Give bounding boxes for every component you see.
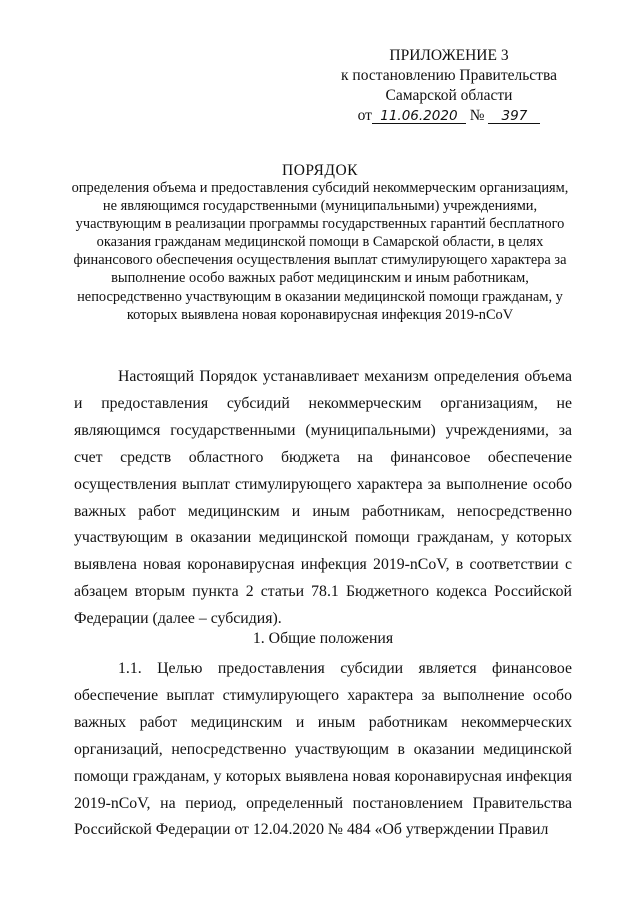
appendix-line-1: к постановлению Правительства [341, 67, 557, 84]
appendix-date-line [334, 106, 564, 126]
appendix-from-label: от [357, 107, 372, 124]
appendix-block [334, 46, 564, 126]
section-1-paragraph-1: 1.1. Целью предоставления субсидии является финансовое обеспечение выплат стимулирующего характера за выполнение особо важных работ медицинским и иным работникам некоммерческих организаций, непосредственно участвующим в оказании медицинской помощи гражданам, у которых выявлена новая коронавирусная инфекция 2019-nCoV, на период, определенный постановлением Правительства Российской Федерации от 12.04.2020 № 484 «Об утверждении Правил [74, 660, 572, 839]
section-1-heading: 1. Общие положения [252, 630, 394, 647]
document-title: ПОРЯДОК [282, 162, 358, 179]
appendix-line-2: Самарской области [385, 87, 513, 104]
handwritten-date: 11.06.2020 [372, 109, 466, 124]
document-subtitle: определения объема и предоставления субсидий некоммерческим организациям, не являющимся государственными (муниципальными) учреждениями, участвующим в реализации программы государственных гарантий бесплатного оказания гражданам медицинской помощи в Самарской области, в целях финансового обеспечения осуществления выплат стимулирующего характера за выполнение особо важных работ медицинским и иным работникам, непосредственно участвующим в оказании медицинской помощи гражданам, у которых выявлена новая коронавирусная инфекция 2019-nCoV [71, 180, 569, 323]
appendix-number-sign: № [469, 107, 485, 124]
handwritten-number: 397 [488, 109, 540, 124]
intro-paragraph: Настоящий Порядок устанавливает механизм определения объема и предоставления субсидий некоммерческим организациям, не являющимся государственными (муниципальными) учреждениями, за счет средств областного бюджета на финансовое обеспечение осуществления выплат стимулирующего характера за выполнение особо важных работ медицинским и иным работникам, непосредственно участвующим в оказании медицинской помощи гражданам, у которых выявлена новая коронавирусная инфекция 2019-nCoV, в соответствии с абзацем вторым пункта 2 статьи 78.1 Бюджетного кодекса Российской Федерации (далее – субсидия). [74, 368, 572, 628]
appendix-title: ПРИЛОЖЕНИЕ 3 [389, 47, 509, 64]
